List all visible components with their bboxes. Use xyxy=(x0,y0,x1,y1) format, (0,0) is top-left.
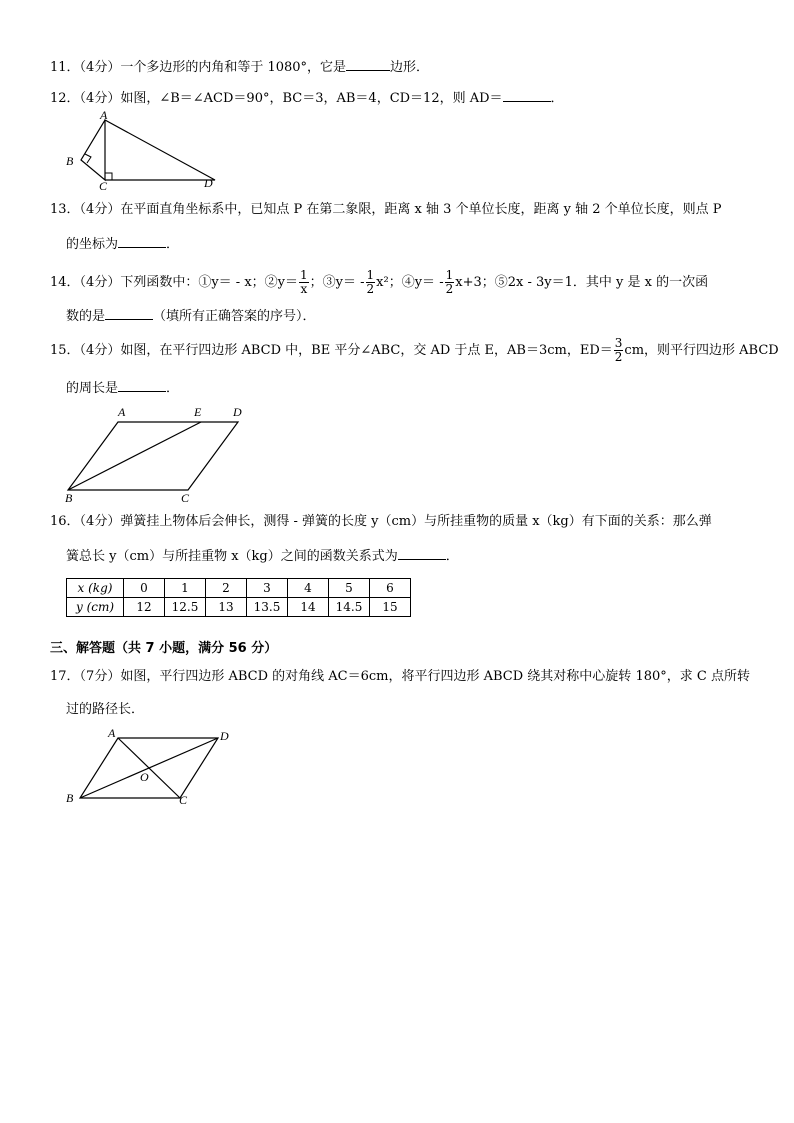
fig15-label-D: D xyxy=(233,405,242,419)
section-heading: 三、解答题（共 7 小题，满分 56 分） xyxy=(50,641,278,656)
spring-data-table xyxy=(66,578,411,617)
q14-mid1: ；③y＝ - xyxy=(309,275,365,290)
question-13-line2 xyxy=(66,233,179,254)
q13-tail: ． xyxy=(166,237,180,252)
q14-line2-a: 数的是 xyxy=(66,309,106,324)
question-11 xyxy=(50,56,429,77)
question-15 xyxy=(50,334,779,368)
table-cell: 14 xyxy=(288,598,329,617)
q12-text: 如图，∠B＝∠ACD＝90°，BC＝3，AB＝4，CD＝12，则 AD＝ xyxy=(120,91,503,106)
q14-line2-b: （填所有正确答案的序号）． xyxy=(153,309,316,324)
q12-number: 12． xyxy=(50,91,80,106)
question-15-line2 xyxy=(66,377,179,398)
q15-points: （4分） xyxy=(79,343,121,358)
table-cell: 14.5 xyxy=(329,598,370,617)
q11-tail: 边形． xyxy=(390,60,430,75)
table-header-x: x (kg) xyxy=(67,579,124,598)
question-14-line2 xyxy=(66,305,316,326)
table-cell: 4 xyxy=(288,579,329,598)
fig12-label-A: A xyxy=(100,108,108,122)
q16-line2: 簧总长 y（cm）与所挂重物 x（kg）之间的函数关系式为 xyxy=(66,549,398,564)
fig12-label-D: D xyxy=(204,176,213,190)
q15-line2: 的周长是 xyxy=(66,381,119,396)
fig15-label-C: C xyxy=(181,491,190,504)
table-cell: 12.5 xyxy=(165,598,206,617)
q16-text: 弹簧挂上物体后会伸长，测得 - 弹簧的长度 y（cm）与所挂重物的质量 x（kg）有下面的关系：那么弹 xyxy=(120,514,712,529)
table-cell: 2 xyxy=(206,579,247,598)
fig12-label-B: B xyxy=(66,154,74,168)
q14-fraction-1: $\frac{1}{x}$ xyxy=(300,268,308,296)
q14-points: （4分） xyxy=(79,275,121,290)
q15-number: 15． xyxy=(50,343,80,358)
q15-answer-blank[interactable] xyxy=(118,377,166,392)
q14-fraction-2: $\frac{1}{2}$ xyxy=(366,268,375,296)
q14-answer-blank[interactable] xyxy=(105,305,153,320)
q17-text: 如图，平行四边形 ABCD 的对角线 AC＝6cm，将平行四边形 ABCD 绕其对称中心旋转 180°，求 C 点所转 xyxy=(120,669,750,684)
fig17-label-B: B xyxy=(66,791,74,805)
q17-points: （7分） xyxy=(79,669,121,684)
q14-mid3: x+3；⑤2x - 3y＝1．其中 y 是 x 的一次函 xyxy=(455,275,709,290)
fig17-label-O: O xyxy=(140,770,149,784)
q15-after: cm，则平行四边形 ABCD xyxy=(624,343,779,358)
table-header-y: y (cm) xyxy=(67,598,124,617)
q11-points: （4分） xyxy=(79,60,121,75)
q14-number: 14． xyxy=(50,275,80,290)
q17-line2: 过的路径长． xyxy=(66,702,145,717)
table-cell: 12 xyxy=(124,598,165,617)
question-14 xyxy=(50,266,708,300)
q12-tail: ． xyxy=(550,91,564,106)
fig15-label-A: A xyxy=(118,405,126,419)
figure-q15-parallelogram xyxy=(60,402,260,504)
q14-mid2: x²；④y＝ - xyxy=(376,275,444,290)
table-cell: 0 xyxy=(124,579,165,598)
q11-number: 11． xyxy=(50,60,80,75)
table-cell: 3 xyxy=(247,579,288,598)
q13-number: 13． xyxy=(50,202,80,217)
q16-answer-blank[interactable] xyxy=(398,545,446,560)
q15-tail: ． xyxy=(166,381,180,396)
question-16 xyxy=(50,513,712,531)
q12-points: （4分） xyxy=(79,91,121,106)
q17-number: 17． xyxy=(50,669,80,684)
q15-fraction: $\frac{3}{2}$ xyxy=(614,336,623,364)
q16-tail: ． xyxy=(445,549,459,564)
question-17 xyxy=(50,668,750,686)
fig17-label-C: C xyxy=(179,793,188,807)
fig17-label-D: D xyxy=(220,729,229,743)
question-16-line2 xyxy=(66,545,459,566)
q13-text: 在平面直角坐标系中，已知点 P 在第二象限，距离 x 轴 3 个单位长度，距离 y 轴 2 个单位长度，则点 P xyxy=(120,202,722,217)
q16-points: （4分） xyxy=(79,514,121,529)
q13-answer-blank[interactable] xyxy=(118,233,166,248)
question-17-line2 xyxy=(66,701,144,719)
q13-points: （4分） xyxy=(79,202,121,217)
table-cell: 13.5 xyxy=(247,598,288,617)
q12-answer-blank[interactable] xyxy=(503,87,551,102)
figure-q12-triangles xyxy=(60,108,230,190)
q14-lead: 下列函数中：①y＝ - x；②y＝ xyxy=(120,275,299,290)
q11-answer-blank[interactable] xyxy=(346,56,390,71)
fig15-label-E: E xyxy=(194,405,202,419)
table-cell: 5 xyxy=(329,579,370,598)
figure-q17-parallelogram xyxy=(60,726,250,808)
question-13 xyxy=(50,201,722,219)
q16-number: 16． xyxy=(50,514,80,529)
q11-text: 一个多边形的内角和等于 1080°，它是 xyxy=(120,60,347,75)
q15-lead: 如图，在平行四边形 ABCD 中，BE 平分∠ABC，交 AD 于点 E，AB＝3cm，ED＝ xyxy=(120,343,613,358)
fig17-label-A: A xyxy=(108,726,116,740)
fig12-label-C: C xyxy=(99,179,108,190)
table-row-y xyxy=(67,598,411,617)
table-cell: 15 xyxy=(370,598,411,617)
q13-line2: 的坐标为 xyxy=(66,237,119,252)
question-12 xyxy=(50,87,564,108)
q14-fraction-3: $\frac{1}{2}$ xyxy=(445,268,454,296)
fig15-label-B: B xyxy=(65,491,73,504)
table-cell: 13 xyxy=(206,598,247,617)
table-cell: 6 xyxy=(370,579,411,598)
table-row-x xyxy=(67,579,411,598)
table-cell: 1 xyxy=(165,579,206,598)
